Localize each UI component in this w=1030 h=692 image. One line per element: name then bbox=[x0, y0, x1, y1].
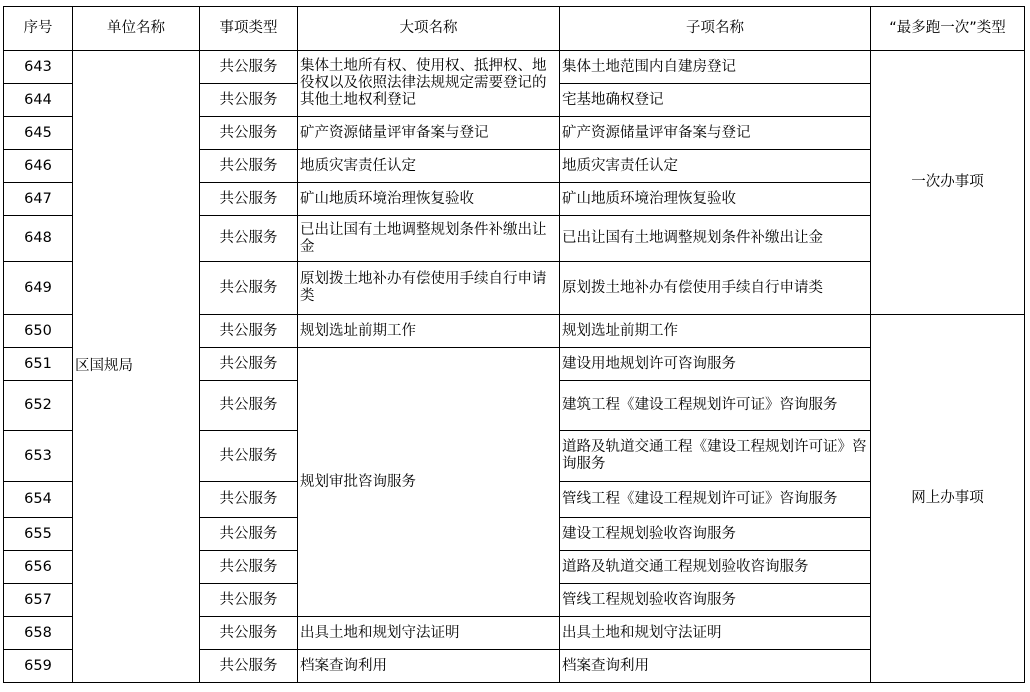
major-cell: 集体土地所有权、使用权、抵押权、地役权以及依照法律法规规定需要登记的其他土地权利登记 bbox=[298, 51, 560, 117]
seq-cell: 645 bbox=[4, 117, 73, 150]
header-seq: 序号 bbox=[4, 7, 73, 51]
service-items-table bbox=[3, 6, 1025, 683]
sub-cell: 规划选址前期工作 bbox=[560, 315, 871, 348]
sub-cell: 地质灾害责任认定 bbox=[560, 150, 871, 183]
type-cell: 共公服务 bbox=[200, 117, 298, 150]
type-cell: 共公服务 bbox=[200, 315, 298, 348]
run-type-cell: 一次办事项 bbox=[871, 51, 1025, 315]
header-unit: 单位名称 bbox=[73, 7, 200, 51]
major-cell: 地质灾害责任认定 bbox=[298, 150, 560, 183]
sub-cell: 出具土地和规划守法证明 bbox=[560, 617, 871, 650]
sub-cell: 宅基地确权登记 bbox=[560, 84, 871, 117]
seq-cell: 643 bbox=[4, 51, 73, 84]
major-cell: 原划拨土地补办有偿使用手续自行申请类 bbox=[298, 262, 560, 315]
sub-cell: 建筑工程《建设工程规划许可证》咨询服务 bbox=[560, 381, 871, 431]
seq-cell: 646 bbox=[4, 150, 73, 183]
major-cell: 矿产资源储量评审备案与登记 bbox=[298, 117, 560, 150]
type-cell: 共公服务 bbox=[200, 650, 298, 683]
sub-cell: 矿山地质环境治理恢复验收 bbox=[560, 183, 871, 216]
sub-cell: 管线工程规划验收咨询服务 bbox=[560, 584, 871, 617]
sub-cell: 道路及轨道交通工程《建设工程规划许可证》咨询服务 bbox=[560, 431, 871, 482]
type-cell: 共公服务 bbox=[200, 518, 298, 551]
major-cell: 矿山地质环境治理恢复验收 bbox=[298, 183, 560, 216]
sub-cell: 档案查询利用 bbox=[560, 650, 871, 683]
sub-cell: 矿产资源储量评审备案与登记 bbox=[560, 117, 871, 150]
run-type-cell: 网上办事项 bbox=[871, 315, 1025, 683]
major-cell: 出具土地和规划守法证明 bbox=[298, 617, 560, 650]
seq-cell: 657 bbox=[4, 584, 73, 617]
type-cell: 共公服务 bbox=[200, 551, 298, 584]
sub-cell: 集体土地范围内自建房登记 bbox=[560, 51, 871, 84]
major-cell: 规划审批咨询服务 bbox=[298, 348, 560, 617]
seq-cell: 650 bbox=[4, 315, 73, 348]
sub-cell: 已出让国有土地调整规划条件补缴出让金 bbox=[560, 216, 871, 262]
seq-cell: 644 bbox=[4, 84, 73, 117]
type-cell: 共公服务 bbox=[200, 183, 298, 216]
type-cell: 共公服务 bbox=[200, 348, 298, 381]
seq-cell: 653 bbox=[4, 431, 73, 482]
sub-cell: 原划拨土地补办有偿使用手续自行申请类 bbox=[560, 262, 871, 315]
sub-cell: 建设工程规划验收咨询服务 bbox=[560, 518, 871, 551]
header-run-type: “最多跑一次”类型 bbox=[871, 7, 1025, 51]
seq-cell: 647 bbox=[4, 183, 73, 216]
seq-cell: 658 bbox=[4, 617, 73, 650]
header-row bbox=[4, 7, 1025, 51]
type-cell: 共公服务 bbox=[200, 84, 298, 117]
major-cell: 已出让国有土地调整规划条件补缴出让金 bbox=[298, 216, 560, 262]
table-row bbox=[4, 51, 1025, 84]
unit-cell: 区国规局 bbox=[73, 51, 200, 683]
type-cell: 共公服务 bbox=[200, 617, 298, 650]
type-cell: 共公服务 bbox=[200, 584, 298, 617]
seq-cell: 651 bbox=[4, 348, 73, 381]
seq-cell: 648 bbox=[4, 216, 73, 262]
header-major: 大项名称 bbox=[298, 7, 560, 51]
seq-cell: 652 bbox=[4, 381, 73, 431]
type-cell: 共公服务 bbox=[200, 262, 298, 315]
seq-cell: 656 bbox=[4, 551, 73, 584]
type-cell: 共公服务 bbox=[200, 216, 298, 262]
sub-cell: 管线工程《建设工程规划许可证》咨询服务 bbox=[560, 482, 871, 518]
sub-cell: 建设用地规划许可咨询服务 bbox=[560, 348, 871, 381]
type-cell: 共公服务 bbox=[200, 381, 298, 431]
seq-cell: 654 bbox=[4, 482, 73, 518]
seq-cell: 659 bbox=[4, 650, 73, 683]
seq-cell: 655 bbox=[4, 518, 73, 551]
type-cell: 共公服务 bbox=[200, 482, 298, 518]
type-cell: 共公服务 bbox=[200, 51, 298, 84]
major-cell: 规划选址前期工作 bbox=[298, 315, 560, 348]
type-cell: 共公服务 bbox=[200, 150, 298, 183]
seq-cell: 649 bbox=[4, 262, 73, 315]
type-cell: 共公服务 bbox=[200, 431, 298, 482]
sub-cell: 道路及轨道交通工程规划验收咨询服务 bbox=[560, 551, 871, 584]
header-sub: 子项名称 bbox=[560, 7, 871, 51]
major-cell: 档案查询利用 bbox=[298, 650, 560, 683]
header-type: 事项类型 bbox=[200, 7, 298, 51]
